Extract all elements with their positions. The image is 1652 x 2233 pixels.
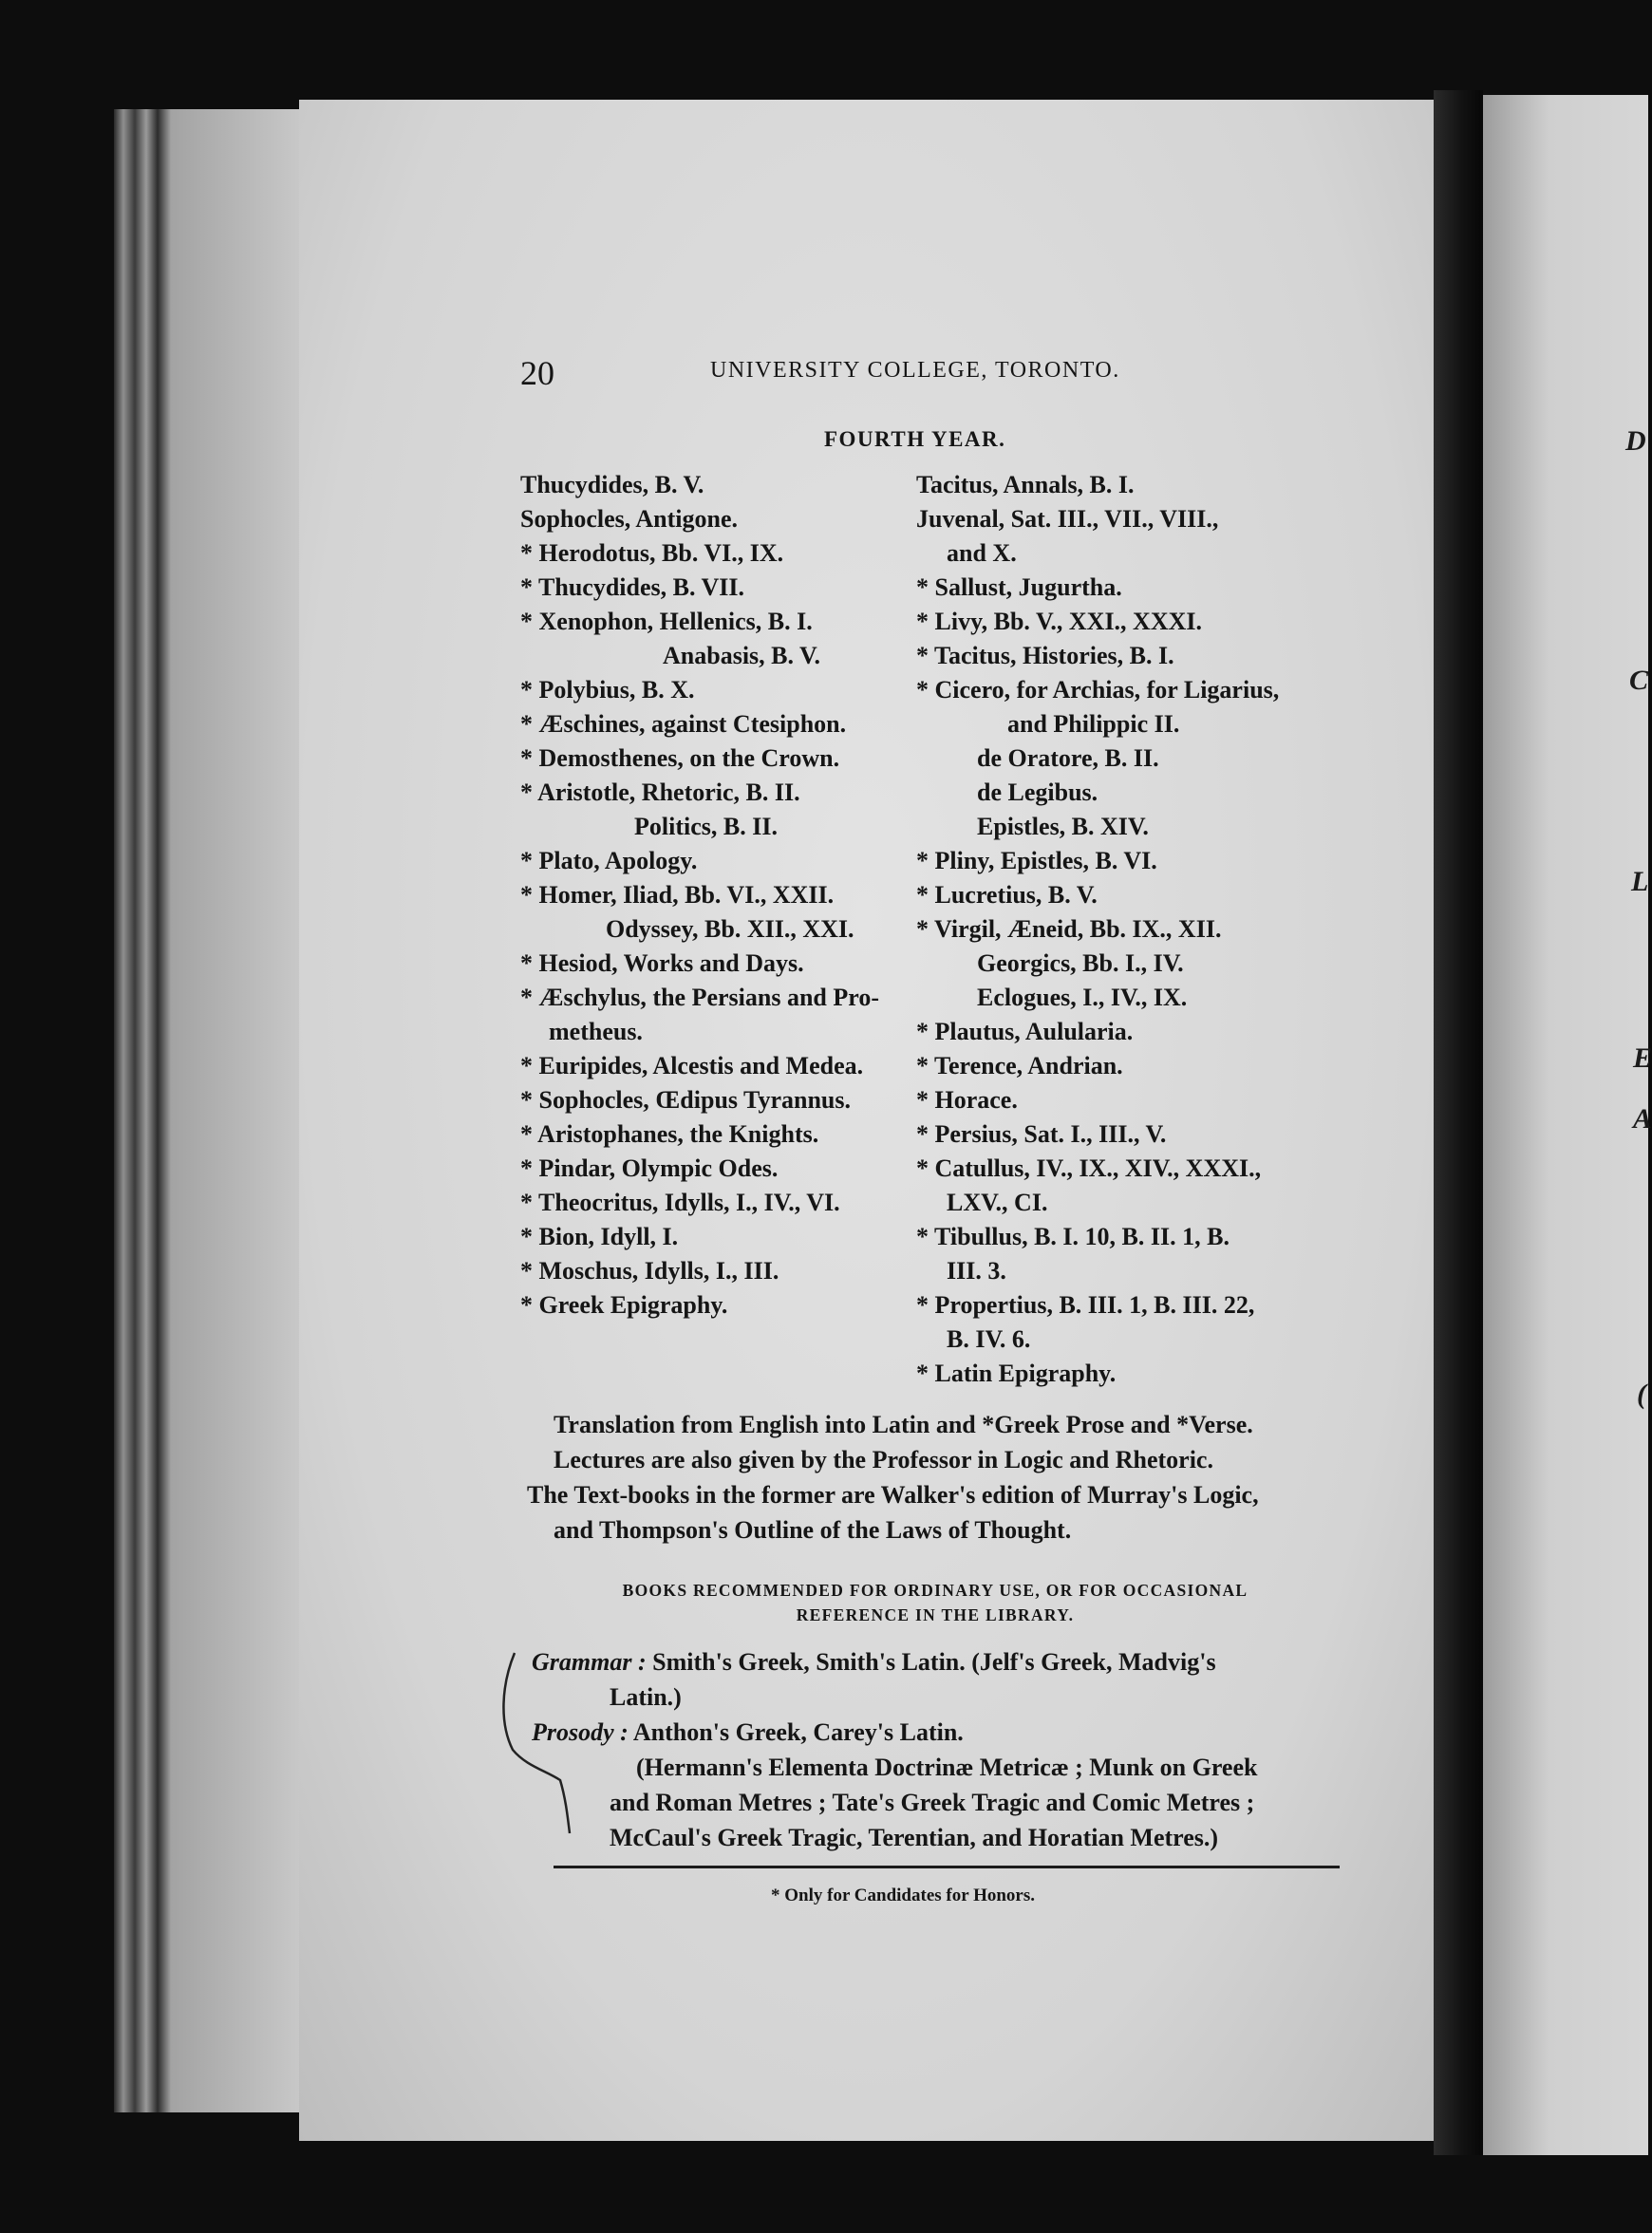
course-entry: * Xenophon, Hellenics, B. I. [520, 608, 813, 635]
facing-page-letter: E [1633, 1042, 1652, 1074]
course-entry: * Bion, Idyll, I. [520, 1223, 679, 1250]
course-entry: * Lucretius, B. V. [916, 881, 1098, 909]
course-entry: Georgics, Bb. I., IV. [977, 949, 1184, 977]
section-title: FOURTH YEAR. [824, 427, 1006, 451]
course-entry: III. 3. [947, 1257, 1006, 1285]
course-entry: * Tibullus, B. I. 10, B. II. 1, B. [916, 1223, 1230, 1250]
paragraph-line: Lectures are also given by the Professor in Logic and Rhetoric. [554, 1446, 1213, 1473]
course-entry: * Greek Epigraphy. [520, 1291, 728, 1319]
course-entry: * Herodotus, Bb. VI., IX. [520, 539, 784, 567]
grammar-text: Smith's Greek, Smith's Latin. (Jelf's Greek, Madvig's [652, 1648, 1216, 1676]
course-entry: and Philippic II. [1007, 710, 1180, 738]
facing-page-letter: D [1625, 425, 1646, 457]
heading-line: REFERENCE IN THE LIBRARY. [796, 1605, 1075, 1624]
course-entry: * Thucydides, B. VII. [520, 573, 745, 601]
course-entry: * Livy, Bb. V., XXI., XXXI. [916, 608, 1203, 635]
course-entry: * Æschines, against Ctesiphon. [520, 710, 847, 738]
course-entry: * Plautus, Aulularia. [916, 1018, 1134, 1045]
book-gutter [1434, 90, 1483, 2155]
course-entry: * Terence, Andrian. [916, 1052, 1123, 1079]
course-entry: * Theocritus, Idylls, I., IV., VI. [520, 1189, 840, 1216]
course-entry: B. IV. 6. [947, 1325, 1031, 1353]
prosody-continuation: (Hermann's Elementa Doctrinæ Metricæ ; Munk on Greek [636, 1754, 1258, 1781]
course-entry: Epistles, B. XIV. [977, 813, 1149, 840]
course-entry: * Sophocles, Œdipus Tyrannus. [520, 1086, 852, 1114]
course-entry: metheus. [549, 1018, 643, 1045]
course-entry: * Moschus, Idylls, I., III. [520, 1257, 779, 1285]
facing-page-letter: C [1629, 665, 1649, 696]
prosody-entry [532, 1715, 1257, 1750]
course-entry: * Pindar, Olympic Odes. [520, 1154, 779, 1182]
grammar-continuation: Latin.) [610, 1683, 682, 1711]
course-entry: Juvenal, Sat. III., VII., VIII., [916, 505, 1219, 533]
right-course-column [916, 468, 1279, 1391]
prosody-label: Prosody : [532, 1718, 629, 1746]
course-entry: Anabasis, B. V. [663, 642, 820, 669]
course-entry: * Hesiod, Works and Days. [520, 949, 804, 977]
running-title: UNIVERSITY COLLEGE, TORONTO. [710, 358, 1120, 383]
course-entry: * Homer, Iliad, Bb. VI., XXII. [520, 881, 835, 909]
course-entry: * Virgil, Æneid, Bb. IX., XII. [916, 915, 1222, 943]
course-entry: * Euripides, Alcestis and Medea. [520, 1052, 864, 1079]
course-entry: * Catullus, IV., IX., XIV., XXXI., [916, 1154, 1262, 1182]
prosody-text: Anthon's Greek, Carey's Latin. [632, 1718, 964, 1746]
grammar-label: Grammar : [532, 1648, 647, 1676]
course-entry: * Latin Epigraphy. [916, 1360, 1117, 1387]
facing-page-letter: ( [1637, 1379, 1646, 1410]
course-entry: LXV., CI. [947, 1189, 1048, 1216]
course-entry: de Oratore, B. II. [977, 744, 1159, 772]
course-entry: * Persius, Sat. I., III., V. [916, 1120, 1167, 1148]
course-entry: * Aristophanes, the Knights. [520, 1120, 819, 1148]
course-entry: * Sallust, Jugurtha. [916, 573, 1122, 601]
course-entry: * Pliny, Epistles, B. VI. [916, 847, 1157, 874]
facing-page-fragment [1483, 95, 1648, 2155]
prosody-continuation: McCaul's Greek Tragic, Terentian, and Horatian Metres.) [610, 1824, 1219, 1851]
prosody-continuation: and Roman Metres ; Tate's Greek Tragic and Comic Metres ; [610, 1789, 1255, 1816]
course-entry: * Polybius, B. X. [520, 676, 695, 704]
course-entry: * Tacitus, Histories, B. I. [916, 642, 1174, 669]
course-entry: * Propertius, B. III. 1, B. III. 22, [916, 1291, 1255, 1319]
left-course-column [520, 468, 879, 1323]
course-entry: Tacitus, Annals, B. I. [916, 471, 1135, 498]
course-entry: Eclogues, I., IV., IX. [977, 984, 1188, 1011]
course-entry: de Legibus. [977, 779, 1098, 806]
course-entry: Politics, B. II. [634, 813, 778, 840]
book-left-edge [114, 109, 304, 2112]
translation-lectures-paragraph [527, 1407, 1259, 1548]
course-entry: and X. [947, 539, 1017, 567]
course-entry: * Plato, Apology. [520, 847, 698, 874]
facing-page-letter: L [1631, 866, 1649, 897]
course-entry: * Demosthenes, on the Crown. [520, 744, 840, 772]
footnote-rule [554, 1866, 1340, 1868]
paragraph-line: and Thompson's Outline of the Laws of Thought. [554, 1516, 1072, 1544]
paragraph-line: Translation from English into Latin and *Greek Prose and *Verse. [554, 1411, 1253, 1438]
heading-line: BOOKS RECOMMENDED FOR ORDINARY USE, OR FOR OCCASIONAL [622, 1581, 1248, 1600]
paragraph-line: The Text-books in the former are Walker's edition of Murray's Logic, [527, 1481, 1259, 1509]
course-entry: * Æschylus, the Persians and Pro- [520, 984, 879, 1011]
footnote: * Only for Candidates for Honors. [771, 1886, 1035, 1905]
recommended-books-list [532, 1644, 1257, 1855]
recommended-books-heading [570, 1578, 1301, 1627]
grammar-entry [532, 1644, 1257, 1679]
course-entry: * Horace. [916, 1086, 1018, 1114]
course-entry: Odyssey, Bb. XII., XXI. [606, 915, 854, 943]
facing-page-letter: A [1633, 1103, 1652, 1135]
course-entry: * Cicero, for Archias, for Ligarius, [916, 676, 1280, 704]
course-entry: Sophocles, Antigone. [520, 505, 738, 533]
course-entry: * Aristotle, Rhetoric, B. II. [520, 779, 800, 806]
course-entry: Thucydides, B. V. [520, 471, 704, 498]
page-number: 20 [520, 354, 554, 392]
